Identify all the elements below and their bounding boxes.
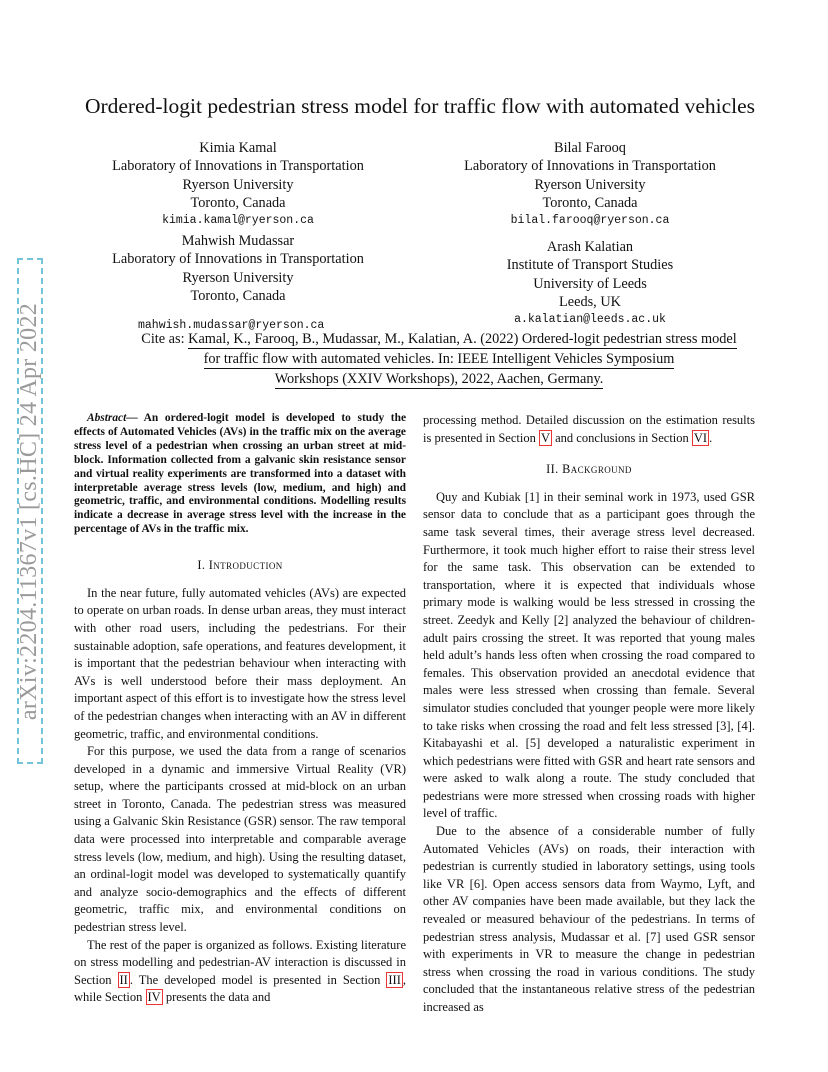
citation-block <box>70 329 808 389</box>
author-affiliation: Toronto, Canada <box>542 194 638 211</box>
author-affiliation: Laboratory of Innovations in Transportation <box>464 158 716 175</box>
paragraph-text: . <box>709 430 713 445</box>
paragraph-text: processing method. Detailed discussion on the estimation results is presented in Section <box>423 413 755 445</box>
author-affiliation: Laboratory of Innovations in Transportation <box>112 251 364 268</box>
section-heading-introduction <box>74 557 406 575</box>
author-affiliation: Ryerson University <box>534 176 646 193</box>
author-affiliation: Toronto, Canada <box>190 194 286 211</box>
section-ref-link[interactable]: IV <box>147 990 161 1005</box>
paragraph: For this purpose, we used the data from a range of scenarios developed in a dynamic and immersive Virtual Reality (VR) setup, where the participants crossed at mid-block on an urban street in Toronto, Canada. The pedestrian stress was measured using a Galvanic Skin Resistance (GSR) sensor. The raw temporal data were processed into interpretable and comparable average stress levels (low, medium, and high). Using the resulting dataset, an ordinal-logit model was developed to systematically quantify and analyze socio-demographics and the effects of different geometric, traffic mix, and environmental conditions on pedestrian stress level. <box>74 744 406 935</box>
author-block-3 <box>100 232 376 335</box>
author-affiliation: Leeds, UK <box>559 293 621 310</box>
paragraph <box>74 937 406 1007</box>
citation-line-1 <box>70 329 808 349</box>
paragraph-text: The rest of the paper is organized as follows. Existing literature on stress modelling and pedestrian-AV interaction is discussed in Section <box>74 937 406 987</box>
author-name: Bilal Farooq <box>554 140 626 156</box>
right-column <box>423 412 755 1017</box>
citation-line-2 <box>70 349 808 369</box>
author-affiliation: Toronto, Canada <box>190 287 286 304</box>
citation-link[interactable]: Workshops (XXIV Workshops), 2022, Aachen, Germany. <box>274 371 604 387</box>
arxiv-identifier-stamp[interactable] <box>17 258 43 764</box>
author-email[interactable]: a.kalatian@leeds.ac.uk <box>514 313 666 327</box>
author-block-1 <box>100 139 376 230</box>
section-ref-link[interactable]: V <box>540 430 550 445</box>
paragraph: Due to the absence of a considerable number of fully Automated Vehicles (AVs) on roads, their interaction with pedestrian is currently studied in laboratory settings, using tools like VR [6]. Open access sensors data from Waymo, Lyft, and other AV companies have been made available, but they lack the revealed or measured behaviour of the pedestrians. In terms of pedestrian stress analysis, Mudassar et al. [7] used GSR sensor with experiments in VR to measure the change in pedestrian stress when crossing the road in various conditions. The study concluded that the instantaneous relative stress of the pedestrian increased as <box>423 824 755 1014</box>
author-affiliation: Laboratory of Innovations in Transportation <box>112 158 364 175</box>
author-email[interactable]: bilal.farooq@ryerson.ca <box>510 214 670 228</box>
abstract-text: An ordered-logit model is developed to study the effects of Automated Vehicles (AVs) in the traffic mix on the average stress level of a pedestrian when crossing an urban street at mid-block. Information collected from a galvanic skin resistance sensor and virtual reality experiments are transformed into a dataset with interpretable average stress levels (low, medium, and high) and geometric, traffic, and environmental conditions. Modelling results indicate a decrease in average stress level with the increase in the percentage of AVs in the traffic mix. <box>74 412 406 536</box>
paragraph-text: and conclusions in Section <box>551 430 692 445</box>
paper-title: Ordered-logit pedestrian stress model for traffic flow with automated vehicles <box>84 94 756 118</box>
paragraph: Quy and Kubiak [1] in their seminal work in 1973, used GSR sensor data to conclude that as a participant goes through the same task several times, their average stress level decreased. Furthermore, it took much higher effort to raise their stress level for the same task. This observation can be extended to transportation, where it is expected that individuals whose primary mode is walking would be less stressed in crossing the street. Zeedyk and Kelly [2] analyzed the behaviour of children-adult pairs crossing the street. It was reported that young males held adult’s hands less often when crossing the road compared to females. This observation provided an anecdotal evidence that males were less stressed when crossing than female. Several simulator studies concluded that younger people were more likely to take risks when crossing the road and felt less stressed [3], [4]. Kitabayashi et al. [5] developed a naturalistic experiment in which pedestrians were fitted with GSR and heart rate sensors and were asked to walk along a route. The study concluded that pedestrians were more stressed when crossing roads with higher level of traffic. <box>423 489 755 821</box>
section-heading-background <box>423 461 755 479</box>
section-numeral: I. <box>197 558 209 573</box>
section-ref-link[interactable]: VI <box>693 430 708 445</box>
author-affiliation: University of Leeds <box>533 275 647 292</box>
author-affiliation: Ryerson University <box>182 176 294 193</box>
author-block-2 <box>452 139 728 230</box>
section-numeral: II. <box>546 462 563 477</box>
abstract <box>74 412 406 537</box>
section-ref-link[interactable]: II <box>119 972 128 987</box>
author-affiliation: Institute of Transport Studies <box>506 257 674 274</box>
abstract-dash: — <box>126 412 138 424</box>
author-name: Mahwish Mudassar <box>181 233 295 249</box>
abstract-label: Abstract <box>87 412 127 424</box>
author-name: Kimia Kamal <box>199 140 277 156</box>
author-email[interactable]: kimia.kamal@ryerson.ca <box>162 214 314 228</box>
paragraph <box>423 412 755 447</box>
section-ref-link[interactable]: III <box>388 972 401 987</box>
citation-line-3 <box>70 369 808 389</box>
author-email[interactable]: mahwish.mudassar@ryerson.ca <box>138 319 325 333</box>
paragraph: In the near future, fully automated vehicles (AVs) are expected to operate on urban roads. In dense urban areas, they must interact with other road users, including the pedestrians. For their sustainable adoption, safe operations, and features development, it is important that the pedestrian behaviour when interacting with AVs is well understood before their mass deployment. An important aspect of this effort is to investigate how the stress level of the pedestrian changes when interacting with an AV in different geometric, traffic, and environmental conditions. <box>74 585 406 741</box>
citation-link[interactable]: for traffic flow with automated vehicles. In: IEEE Intelligent Vehicles Symposium <box>203 351 675 367</box>
paragraph-text: . The developed model is presented in Section <box>129 972 387 987</box>
citation-link[interactable]: Kamal, K., Farooq, B., Mudassar, M., Kalatian, A. (2022) Ordered-logit pedestrian stress model <box>188 331 737 347</box>
author-block-4 <box>452 238 728 329</box>
author-affiliation: Ryerson University <box>182 269 294 286</box>
section-title: Introduction <box>208 558 283 573</box>
arxiv-identifier-text: arXiv:2204.11367v1 [cs.HC] 24 Apr 2022 <box>16 302 43 720</box>
section-title: Background <box>562 462 632 477</box>
left-column <box>74 412 406 1007</box>
paragraph-text: , while Section <box>74 972 406 1005</box>
author-name: Arash Kalatian <box>546 239 634 255</box>
paragraph-text: presents the data and <box>162 990 271 1005</box>
citation-prefix: Cite as: <box>141 331 189 347</box>
